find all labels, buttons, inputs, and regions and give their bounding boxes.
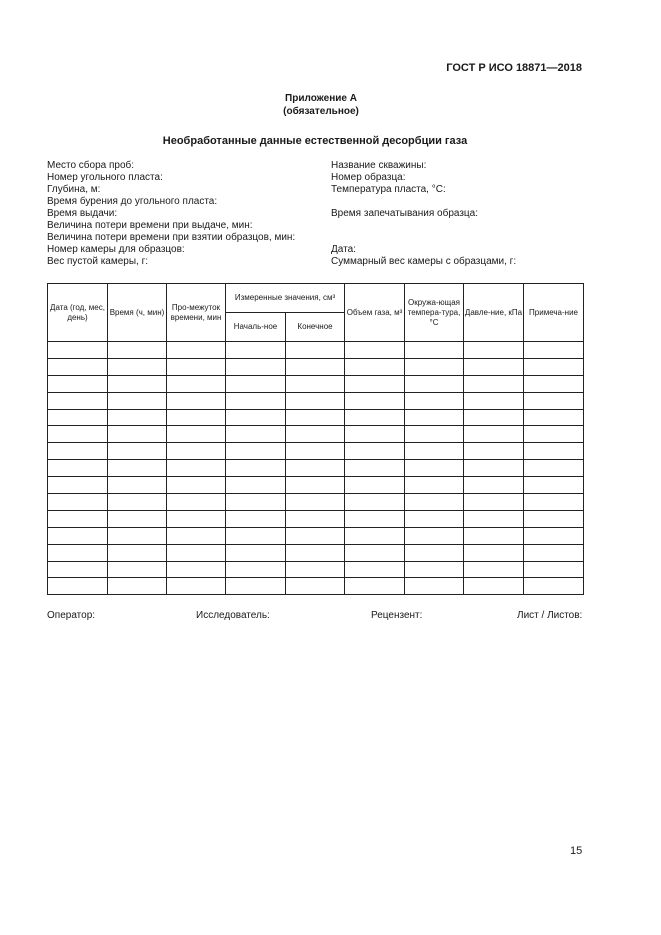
table-cell [167, 510, 226, 527]
table-cell [286, 544, 345, 561]
table-cell [464, 494, 524, 511]
table-body [48, 342, 584, 595]
table-cell [524, 342, 584, 359]
table-cell [48, 443, 108, 460]
table-cell [48, 527, 108, 544]
document-code: ГОСТ Р ИСО 18871—2018 [446, 62, 582, 74]
table-cell [226, 510, 286, 527]
field-label: Место сбора проб: [47, 160, 135, 171]
table-cell [524, 358, 584, 375]
table-cell [524, 510, 584, 527]
table-cell [464, 342, 524, 359]
table-row [48, 494, 584, 511]
table-cell [108, 527, 167, 544]
table-cell [524, 443, 584, 460]
table-cell [464, 477, 524, 494]
table-cell [405, 358, 464, 375]
table-cell [48, 561, 108, 578]
field-label: Номер образца: [331, 172, 406, 183]
table-cell [226, 578, 286, 595]
table-cell [405, 392, 464, 409]
table-cell [108, 561, 167, 578]
field-label: Величина потери времени при взятии образцов, мин: [47, 232, 296, 243]
table-cell [226, 494, 286, 511]
table-row [48, 392, 584, 409]
page-title: Необработанные данные естественной десорбции газа [162, 135, 468, 147]
table-cell [286, 477, 345, 494]
table-cell [286, 460, 345, 477]
table-cell [464, 544, 524, 561]
table-row [48, 561, 584, 578]
table-cell [524, 392, 584, 409]
table-cell [226, 392, 286, 409]
field-label: Номер камеры для образцов: [47, 244, 185, 255]
field-label [331, 196, 516, 208]
table-cell [405, 460, 464, 477]
table-cell [286, 494, 345, 511]
table-cell [405, 544, 464, 561]
table-cell [464, 510, 524, 527]
table-cell [167, 494, 226, 511]
field-label: Название скважины: [331, 160, 427, 171]
table-cell [226, 527, 286, 544]
table-cell [405, 527, 464, 544]
table-cell [464, 460, 524, 477]
table-cell [345, 561, 405, 578]
field-label: Время запечатывания образца: [331, 208, 478, 219]
table-cell [345, 477, 405, 494]
table-row [48, 375, 584, 392]
field-label: Температура пласта, °С: [331, 184, 446, 195]
table-cell [108, 358, 167, 375]
table-cell [286, 510, 345, 527]
table-cell [464, 375, 524, 392]
table-cell [405, 510, 464, 527]
signature-reviewer: Рецензент: [371, 610, 423, 621]
col-header-volume: Объем газа, м³ [345, 284, 405, 342]
col-header-final: Конечное [286, 313, 345, 342]
table-cell [48, 578, 108, 595]
table-cell [464, 426, 524, 443]
table-cell [108, 392, 167, 409]
col-header-note: Примеча-ние [524, 284, 584, 342]
table-cell [464, 443, 524, 460]
table-row [48, 578, 584, 595]
page-number: 15 [570, 845, 583, 857]
table-cell [226, 477, 286, 494]
table-cell [226, 409, 286, 426]
table-cell [345, 443, 405, 460]
field-label: Время выдачи: [47, 208, 118, 219]
appendix-heading [0, 92, 642, 118]
table-cell [286, 409, 345, 426]
field-label: Глубина, м: [47, 184, 101, 195]
table-cell [405, 342, 464, 359]
table-cell [345, 342, 405, 359]
table-cell [345, 460, 405, 477]
table-cell [226, 561, 286, 578]
table-cell [345, 544, 405, 561]
table-cell [524, 561, 584, 578]
table-cell [405, 375, 464, 392]
fields-right [331, 160, 516, 268]
table-cell [405, 477, 464, 494]
col-header-interval: Про-межуток времени, мин [167, 284, 226, 342]
table-cell [405, 426, 464, 443]
field-label: Суммарный вес камеры с образцами, г: [331, 256, 517, 267]
table-cell [108, 494, 167, 511]
table-cell [48, 409, 108, 426]
table-cell [108, 375, 167, 392]
table-cell [524, 460, 584, 477]
field-label [331, 220, 516, 232]
appendix-status: (обязательное) [283, 106, 359, 117]
signature-operator: Оператор: [47, 610, 96, 621]
col-header-date: Дата (год, мес, день) [48, 284, 108, 342]
table-cell [464, 578, 524, 595]
field-label: Вес пустой камеры, г: [47, 256, 149, 267]
table-cell [167, 527, 226, 544]
table-cell [286, 392, 345, 409]
table-cell [226, 544, 286, 561]
table-cell [167, 392, 226, 409]
table-cell [48, 494, 108, 511]
col-header-initial: Началь-ное [226, 313, 286, 342]
table-cell [524, 375, 584, 392]
table-cell [48, 510, 108, 527]
table-cell [345, 392, 405, 409]
table-row [48, 460, 584, 477]
table-cell [167, 443, 226, 460]
table-cell [167, 358, 226, 375]
table-cell [108, 578, 167, 595]
table-cell [167, 460, 226, 477]
table-cell [286, 578, 345, 595]
signature-researcher: Исследователь: [196, 610, 270, 621]
table-cell [286, 375, 345, 392]
table-cell [48, 358, 108, 375]
table-cell [405, 578, 464, 595]
table-cell [226, 426, 286, 443]
table-cell [464, 527, 524, 544]
table-cell [108, 510, 167, 527]
col-header-pressure: Давле-ние, кПа [464, 284, 524, 342]
table-row [48, 527, 584, 544]
table-cell [464, 561, 524, 578]
table-cell [464, 409, 524, 426]
table-row [48, 443, 584, 460]
table-cell [524, 544, 584, 561]
signature-sheets: Лист / Листов: [517, 610, 583, 621]
field-label: Время бурения до угольного пласта: [47, 196, 218, 207]
table-cell [48, 342, 108, 359]
table-cell [524, 426, 584, 443]
field-label: Номер угольного пласта: [47, 172, 163, 183]
desorption-data-table [47, 283, 584, 595]
table-cell [524, 477, 584, 494]
table-cell [167, 426, 226, 443]
fields-left [47, 160, 295, 268]
table-row [48, 510, 584, 527]
field-label [331, 232, 516, 244]
table-cell [405, 443, 464, 460]
table-cell [108, 342, 167, 359]
table-cell [286, 527, 345, 544]
col-header-measured: Измеренные значения, см³ [226, 284, 345, 313]
col-header-temperature: Окружа-ющая темпера-тура, °С [405, 284, 464, 342]
table-cell [108, 409, 167, 426]
table-cell [286, 561, 345, 578]
table-cell [167, 342, 226, 359]
table-cell [167, 578, 226, 595]
table-row [48, 477, 584, 494]
table-row [48, 544, 584, 561]
table-cell [345, 375, 405, 392]
table-cell [405, 409, 464, 426]
table-cell [464, 358, 524, 375]
table-cell [226, 342, 286, 359]
table-cell [345, 578, 405, 595]
table-cell [524, 578, 584, 595]
table-row [48, 409, 584, 426]
table-row [48, 426, 584, 443]
field-label: Дата: [331, 244, 356, 255]
col-header-time: Время (ч, мин) [108, 284, 167, 342]
table-cell [226, 375, 286, 392]
table-cell [108, 426, 167, 443]
table-cell [48, 460, 108, 477]
table-cell [286, 358, 345, 375]
table-cell [345, 527, 405, 544]
table-cell [524, 494, 584, 511]
table-cell [464, 392, 524, 409]
table-cell [345, 426, 405, 443]
table-cell [345, 510, 405, 527]
table-cell [226, 443, 286, 460]
table-cell [108, 477, 167, 494]
table-cell [345, 409, 405, 426]
field-label: Величина потери времени при выдаче, мин: [47, 220, 253, 231]
table-cell [108, 544, 167, 561]
table-row [48, 342, 584, 359]
table-cell [167, 561, 226, 578]
table-cell [226, 358, 286, 375]
table-cell [48, 392, 108, 409]
table-cell [286, 443, 345, 460]
table-cell [167, 375, 226, 392]
table-cell [167, 544, 226, 561]
table-row [48, 358, 584, 375]
table-cell [405, 561, 464, 578]
table-cell [48, 477, 108, 494]
table-cell [524, 527, 584, 544]
table-cell [108, 443, 167, 460]
table-cell [345, 358, 405, 375]
table-cell [345, 494, 405, 511]
table-cell [48, 426, 108, 443]
appendix-title: Приложение А [285, 93, 357, 104]
table-cell [405, 494, 464, 511]
table-cell [524, 409, 584, 426]
table-cell [108, 460, 167, 477]
table-cell [167, 477, 226, 494]
table-cell [226, 460, 286, 477]
table-cell [286, 426, 345, 443]
table-cell [167, 409, 226, 426]
table-cell [286, 342, 345, 359]
table-cell [48, 375, 108, 392]
table-cell [48, 544, 108, 561]
